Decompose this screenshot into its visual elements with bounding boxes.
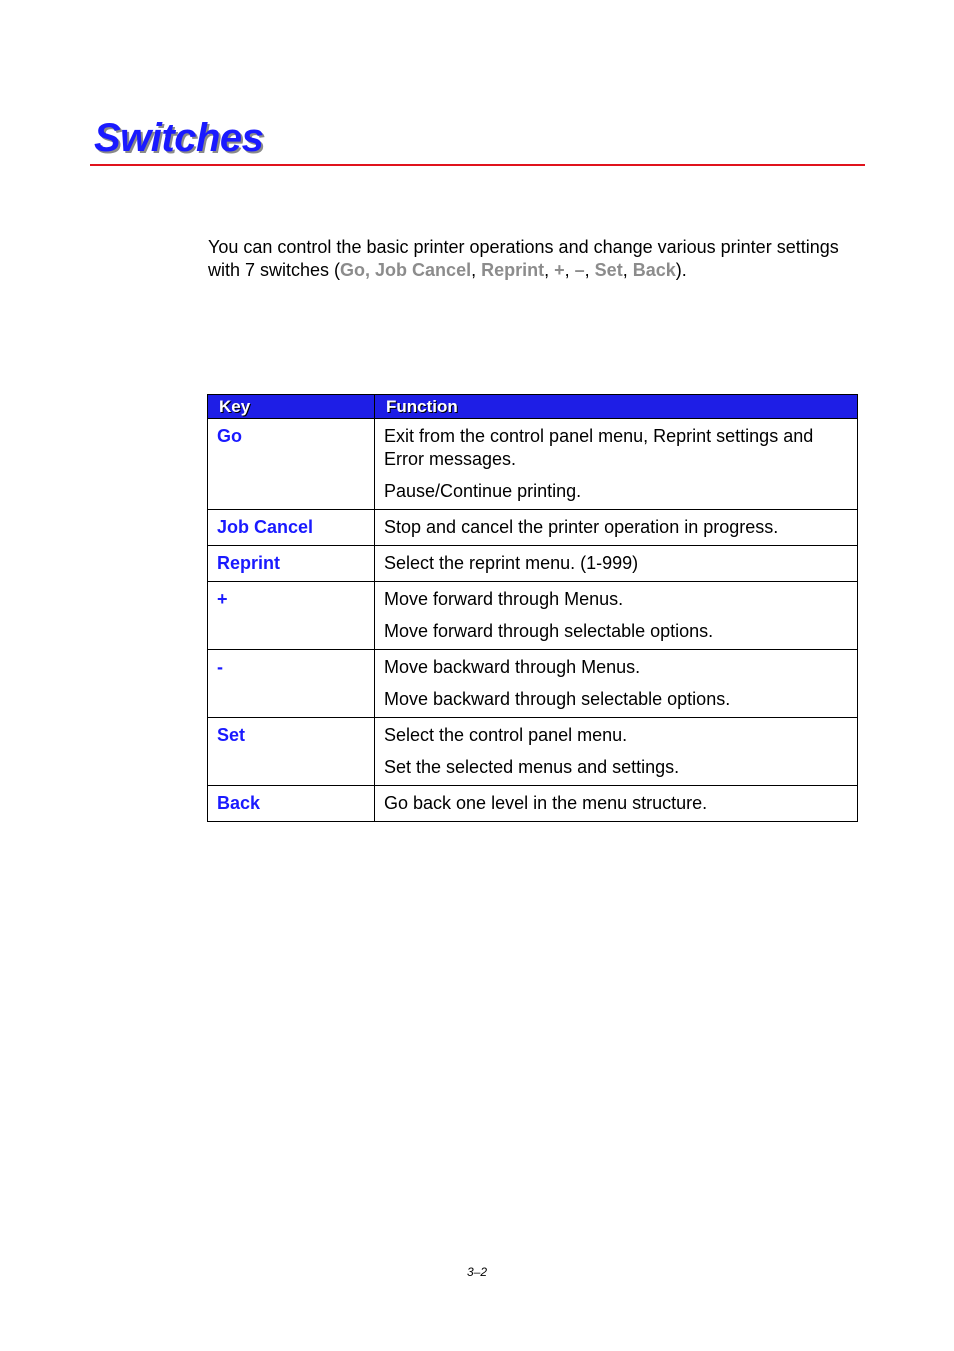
function-cell — [375, 718, 858, 786]
function-text: Select the reprint menu. (1-999) — [384, 553, 639, 573]
function-text: Move backward through Menus. — [384, 657, 641, 677]
intro-keyword: + — [554, 260, 565, 280]
table-row — [208, 786, 858, 822]
page-title: Switches — [94, 116, 264, 160]
function-cell — [375, 786, 858, 822]
intro-text: You can control the basic printer operations and change various printer settings with 7 switches ( — [208, 237, 839, 280]
intro-keyword: Go, Job Cancel — [340, 260, 472, 280]
intro-separator: , — [544, 260, 555, 280]
function-cell — [375, 419, 858, 510]
key-name: Job Cancel — [208, 510, 375, 546]
function-cell — [375, 650, 858, 718]
function-text: Stop and cancel the printer operation in progress. — [384, 517, 779, 537]
table-row — [208, 510, 858, 546]
table-row — [208, 718, 858, 786]
key-name: Back — [208, 786, 375, 822]
page-number: 3–2 — [466, 1265, 488, 1279]
intro-separator: , — [584, 260, 595, 280]
function-cell — [375, 582, 858, 650]
intro-keyword: Set — [594, 260, 623, 280]
table-row — [208, 650, 858, 718]
key-name: - — [208, 650, 375, 718]
function-text: Pause/Continue printing. — [384, 481, 582, 501]
title-underline — [90, 164, 865, 166]
function-cell — [375, 546, 858, 582]
intro-separator: , — [622, 260, 633, 280]
column-header-key: Key — [208, 395, 375, 419]
function-cell — [375, 510, 858, 546]
intro-separator: , — [564, 260, 575, 280]
table-header-row — [208, 395, 858, 419]
key-name: Go — [208, 419, 375, 510]
function-text: Exit from the control panel menu, Reprint settings and Error messages. — [384, 426, 814, 469]
intro-separator: , — [471, 260, 482, 280]
table-row — [208, 546, 858, 582]
key-name: Reprint — [208, 546, 375, 582]
intro-keyword: – — [574, 260, 585, 280]
intro-keyword: Reprint — [481, 260, 545, 280]
function-text: Set the selected menus and settings. — [384, 757, 680, 777]
function-text: Move forward through selectable options. — [384, 621, 714, 641]
switches-table — [207, 394, 858, 822]
key-name: + — [208, 582, 375, 650]
table-row — [208, 582, 858, 650]
function-text: Go back one level in the menu structure. — [384, 793, 708, 813]
table-row — [208, 419, 858, 510]
function-text: Select the control panel menu. — [384, 725, 628, 745]
intro-keyword: Back — [632, 260, 676, 280]
intro-text-end: ). — [675, 260, 687, 280]
function-text: Move backward through selectable options. — [384, 689, 731, 709]
key-name: Set — [208, 718, 375, 786]
column-header-function: Function — [375, 395, 858, 419]
intro-paragraph — [208, 236, 848, 282]
function-text: Move forward through Menus. — [384, 589, 624, 609]
